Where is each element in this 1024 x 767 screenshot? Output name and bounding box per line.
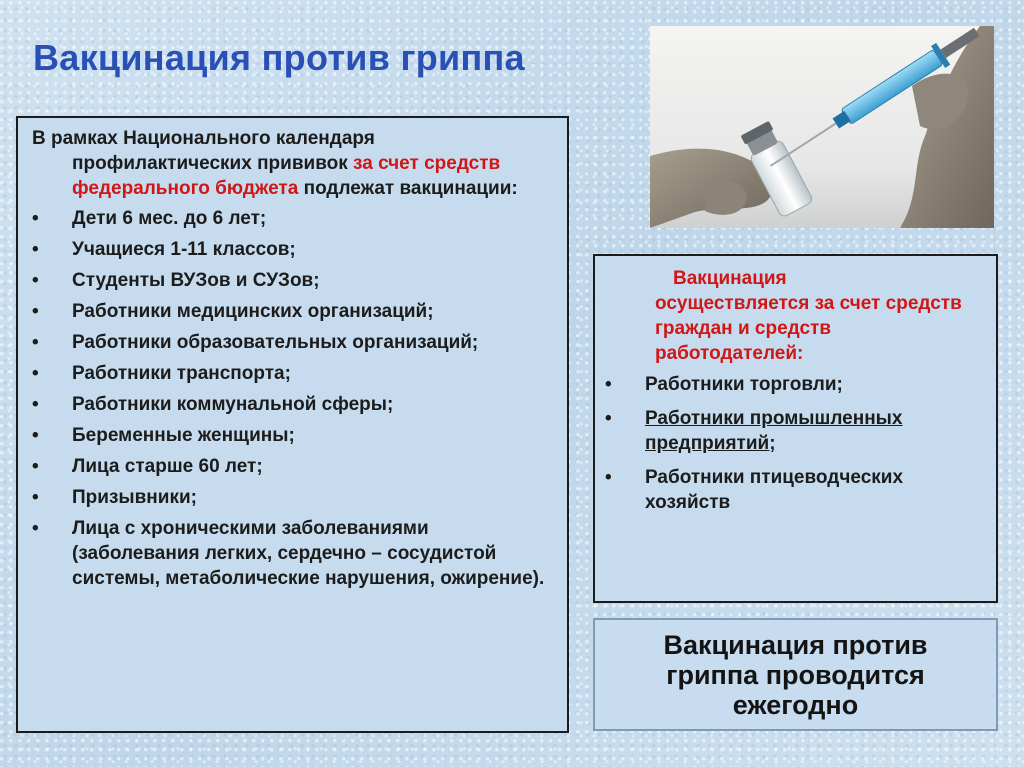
list-item-text: Работники торговли; — [645, 374, 843, 395]
page-title: Вакцинация против гриппа — [33, 37, 525, 78]
bullet-icon: • — [605, 374, 612, 395]
self-funded-intro — [605, 266, 984, 366]
list-item-text: Работники транспорта; — [72, 363, 291, 384]
bullet-icon: • — [32, 270, 39, 291]
bullet-icon: • — [32, 487, 39, 508]
list-item — [32, 361, 557, 386]
list-item-text: Дети 6 мес. до 6 лет; — [72, 208, 267, 229]
list-item — [32, 454, 557, 479]
list-item-text: Беременные женщины; — [72, 425, 295, 446]
list-item-text: Лица старше 60 лет; — [72, 456, 263, 477]
list-item — [605, 465, 984, 515]
bullet-icon: • — [32, 456, 39, 477]
list-item — [32, 237, 557, 262]
list-item-text: Работники коммунальной сферы; — [72, 394, 394, 415]
state-funded-list — [32, 206, 557, 591]
list-item-text: Работники промышленных предприятий; — [645, 408, 903, 454]
self-funded-intro-line1: Вакцинация — [673, 268, 787, 289]
list-item — [605, 372, 984, 397]
list-item — [32, 423, 557, 448]
list-item — [32, 299, 557, 324]
list-item — [32, 516, 557, 591]
self-funded-list — [605, 372, 984, 515]
list-item — [32, 206, 557, 231]
intro-prefix: В рамках Национального календаря профилактических прививок — [32, 128, 375, 174]
federal-budget-highlight: за счет средств федерального бюджета — [72, 153, 501, 199]
syringe-vial-photo — [650, 26, 994, 228]
list-item — [32, 268, 557, 293]
list-item — [32, 392, 557, 417]
bullet-icon: • — [32, 363, 39, 384]
list-item-text: Студенты ВУЗов и СУЗов; — [72, 270, 320, 291]
bullet-icon: • — [32, 394, 39, 415]
list-item-text: Призывники; — [72, 487, 197, 508]
bullet-icon: • — [32, 208, 39, 229]
annual-vaccination-note — [593, 618, 998, 731]
bullet-icon: • — [32, 332, 39, 353]
state-funded-intro — [32, 126, 557, 201]
self-funded-intro-rest: осуществляется за счет средств граждан и средств работодателей: — [655, 293, 962, 364]
list-item — [32, 485, 557, 510]
list-item — [32, 330, 557, 355]
list-item-text: Учащиеся 1-11 классов; — [72, 239, 296, 260]
list-item-text: Работники медицинских организаций; — [72, 301, 434, 322]
bullet-icon: • — [32, 518, 39, 539]
list-item-text: Работники образовательных организаций; — [72, 332, 479, 353]
annual-note-text: Вакцинация против гриппа проводится ежегодно — [663, 629, 928, 720]
bullet-icon: • — [605, 467, 612, 488]
list-item — [605, 406, 984, 456]
bullet-icon: • — [32, 301, 39, 322]
self-funded-vaccination-box — [593, 254, 998, 603]
list-item-text: Лица с хроническими заболеваниями (заболевания легких, сердечно – сосудистой системы, метаболические нарушения, ожирение). — [72, 518, 545, 589]
intro-suffix: подлежат вакцинации: — [298, 178, 518, 199]
bullet-icon: • — [32, 425, 39, 446]
bullet-icon: • — [32, 239, 39, 260]
bullet-icon: • — [605, 408, 612, 429]
list-item-text: Работники птицеводческих хозяйств — [645, 467, 904, 513]
state-funded-vaccination-box — [16, 116, 569, 733]
